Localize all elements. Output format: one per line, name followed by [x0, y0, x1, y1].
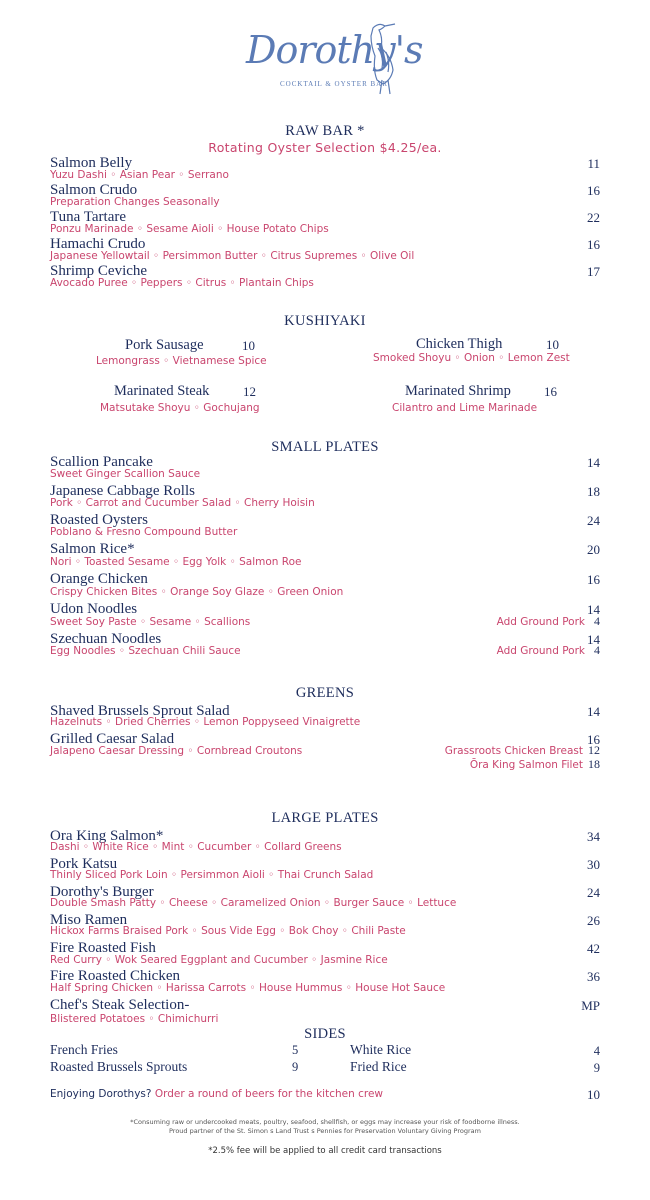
menu-item-desc: Double Smash Patty ◦ Cheese ◦ Caramelized Onion ◦ Burger Sauce ◦ Lettuce [50, 897, 457, 909]
menu-item-price: 17 [587, 264, 600, 279]
menu-item-price: 16 [587, 572, 600, 587]
menu-item-price: 34 [587, 829, 600, 844]
logo-text: Dorothy's [246, 28, 423, 72]
menu-item-name: Grilled Caesar Salad [50, 731, 175, 747]
menu-item-price: 11 [587, 156, 600, 171]
menu-item-price: 20 [587, 542, 600, 557]
addon-label: Add Ground Pork [496, 645, 585, 657]
kitchen-price: 10 [587, 1087, 600, 1102]
kitchen-label: Enjoying Dorothys? [50, 1088, 152, 1100]
kitchen-note [50, 1088, 383, 1100]
kushiyaki-desc: Matsutake Shoyu ◦ Gochujang [100, 402, 260, 414]
menu-item-name: Chef's Steak Selection- [50, 997, 190, 1013]
menu-item-desc: Ponzu Marinade ◦ Sesame Aioli ◦ House Potato Chips [50, 223, 329, 235]
large-plates-title: LARGE PLATES [271, 810, 379, 826]
side-item-name: Roasted Brussels Sprouts [50, 1059, 188, 1074]
kushiyaki-desc: Cilantro and Lime Marinade [392, 402, 538, 414]
menu-item-name: Orange Chicken [50, 571, 148, 587]
addon-price: 4 [594, 643, 600, 657]
greens-title: GREENS [295, 685, 355, 701]
land-trust-note: Proud partner of the St. Simon s Land Trust s Pennies for Preservation Voluntary Giving Program [169, 1127, 481, 1135]
menu-item-desc: Poblano & Fresno Compound Butter [50, 526, 238, 538]
menu-item-desc: Avocado Puree ◦ Peppers ◦ Citrus ◦ Plantain Chips [50, 277, 314, 289]
sides-title: SIDES [304, 1026, 346, 1042]
addon-label: Ōra King Salmon Filet [469, 759, 583, 771]
menu-item-price: 16 [587, 237, 600, 252]
kushiyaki-price: 12 [243, 384, 256, 399]
addon-label: Add Ground Pork [496, 616, 585, 628]
menu-item-desc: Nori ◦ Toasted Sesame ◦ Egg Yolk ◦ Salmon Roe [50, 556, 302, 568]
menu-item-price: 24 [587, 885, 600, 900]
menu-item-desc: Hazelnuts ◦ Dried Cherries ◦ Lemon Poppyseed Vinaigrette [50, 716, 361, 728]
menu-item-name: Scallion Pancake [50, 454, 153, 470]
addon-price: 12 [588, 743, 600, 757]
menu-item-name: Shrimp Ceviche [50, 263, 148, 279]
addon-price: 4 [594, 614, 600, 628]
side-item-price: 4 [593, 1044, 600, 1058]
kushiyaki-name: Marinated Shrimp [405, 383, 511, 399]
menu-item-name: Hamachi Crudo [50, 236, 146, 252]
menu-item-name: Fire Roasted Chicken [50, 968, 180, 984]
menu-item-price: 30 [587, 857, 600, 872]
menu-item-desc: Red Curry ◦ Wok Seared Eggplant and Cucumber ◦ Jasmine Rice [50, 954, 388, 966]
kushiyaki-desc: Smoked Shoyu ◦ Onion ◦ Lemon Zest [373, 352, 570, 364]
card-fee-note: *2.5% fee will be applied to all credit card transactions [208, 1146, 442, 1156]
menu-item-desc: Hickox Farms Braised Pork ◦ Sous Vide Egg ◦ Bok Choy ◦ Chili Paste [50, 925, 406, 937]
menu-item-name: Tuna Tartare [50, 209, 127, 225]
menu-item-desc: Yuzu Dashi ◦ Asian Pear ◦ Serrano [50, 169, 229, 181]
menu-item-name: Salmon Rice* [50, 541, 135, 557]
raw-bar-title: RAW BAR * [285, 123, 365, 139]
menu-item-desc: Japanese Yellowtail ◦ Persimmon Butter ◦ Citrus Supremes ◦ Olive Oil [50, 250, 415, 262]
menu-item-name: Japanese Cabbage Rolls [50, 483, 195, 499]
kushiyaki-name: Pork Sausage [125, 337, 204, 353]
menu-item-name: Szechuan Noodles [50, 631, 162, 647]
addon-price: 18 [588, 757, 600, 771]
menu-item-price: 16 [587, 732, 600, 747]
menu-item-name: Fire Roasted Fish [50, 940, 156, 956]
side-item-price: 9 [292, 1060, 299, 1074]
kushiyaki-name: Marinated Steak [114, 383, 210, 399]
logo [240, 18, 423, 98]
side-item-name: French Fries [50, 1042, 118, 1057]
menu-item-price: 14 [587, 704, 600, 719]
addon-label: Grassroots Chicken Breast [444, 745, 583, 757]
kushiyaki-desc: Lemongrass ◦ Vietnamese Spice [96, 355, 267, 367]
menu-item-price: 24 [587, 513, 600, 528]
side-item-name: Fried Rice [350, 1059, 407, 1074]
side-item-name: White Rice [350, 1042, 412, 1057]
menu-item-price: 16 [587, 183, 600, 198]
menu-item-name: Miso Ramen [50, 912, 128, 928]
menu-item-desc: Thinly Sliced Pork Loin ◦ Persimmon Aioli ◦ Thai Crunch Salad [50, 869, 374, 881]
kushiyaki-title: KUSHIYAKI [284, 313, 366, 329]
menu-item-price: 14 [587, 455, 600, 470]
menu-item-price: 36 [587, 969, 600, 984]
menu-item-price: MP [581, 998, 600, 1013]
menu-item-desc: Blistered Potatoes ◦ Chimichurri [50, 1013, 219, 1025]
menu-item-price: 22 [587, 210, 600, 225]
menu-item-desc: Pork ◦ Carrot and Cucumber Salad ◦ Cherry Hoisin [50, 497, 315, 509]
menu-item-desc: Sweet Soy Paste ◦ Sesame ◦ Scallions [50, 616, 251, 628]
menu-item-price: 26 [587, 913, 600, 928]
kushiyaki-name: Chicken Thigh [416, 336, 503, 352]
menu-item-name: Ora King Salmon* [50, 828, 164, 844]
menu-item-name: Salmon Crudo [50, 182, 138, 198]
kushiyaki-price: 10 [242, 338, 255, 353]
menu-item-name: Shaved Brussels Sprout Salad [50, 703, 230, 719]
menu-item-desc: Sweet Ginger Scallion Sauce [50, 468, 201, 480]
raw-bar-subtitle: Rotating Oyster Selection $4.25/ea. [208, 140, 442, 155]
kitchen-text: Order a round of beers for the kitchen crew [154, 1088, 383, 1100]
menu-item-name: Udon Noodles [50, 601, 138, 617]
menu-item-name: Dorothy's Burger [50, 884, 154, 900]
menu-item-name: Roasted Oysters [50, 512, 148, 528]
raw-food-disclaimer: *Consuming raw or undercooked meats, poultry, seafood, shellfish, or eggs may increase your risk of foodborne illness. [130, 1118, 520, 1126]
side-item-price: 5 [292, 1043, 299, 1057]
menu-item-desc: Crispy Chicken Bites ◦ Orange Soy Glaze ◦ Green Onion [50, 586, 344, 598]
menu-item-price: 14 [587, 632, 600, 647]
menu-item-desc: Dashi ◦ White Rice ◦ Mint ◦ Cucumber ◦ Collard Greens [50, 841, 342, 853]
logo-subtitle: COCKTAIL & OYSTER BAR [280, 80, 388, 88]
menu-item-desc: Egg Noodles ◦ Szechuan Chili Sauce [50, 645, 241, 657]
side-item-price: 9 [593, 1061, 600, 1075]
kushiyaki-price: 10 [546, 337, 559, 352]
menu-item-name: Salmon Belly [50, 155, 133, 171]
menu-item-desc: Preparation Changes Seasonally [50, 196, 220, 208]
menu-item-desc: Half Spring Chicken ◦ Harissa Carrots ◦ House Hummus ◦ House Hot Sauce [50, 982, 446, 994]
menu-item-desc: Jalapeno Caesar Dressing ◦ Cornbread Croutons [50, 745, 303, 757]
small-plates-title: SMALL PLATES [271, 439, 379, 455]
kushiyaki-price: 16 [544, 384, 557, 399]
menu-item-price: 18 [587, 484, 600, 499]
menu-item-name: Pork Katsu [50, 856, 118, 872]
menu-item-price: 14 [587, 602, 600, 617]
menu-item-price: 42 [587, 941, 600, 956]
